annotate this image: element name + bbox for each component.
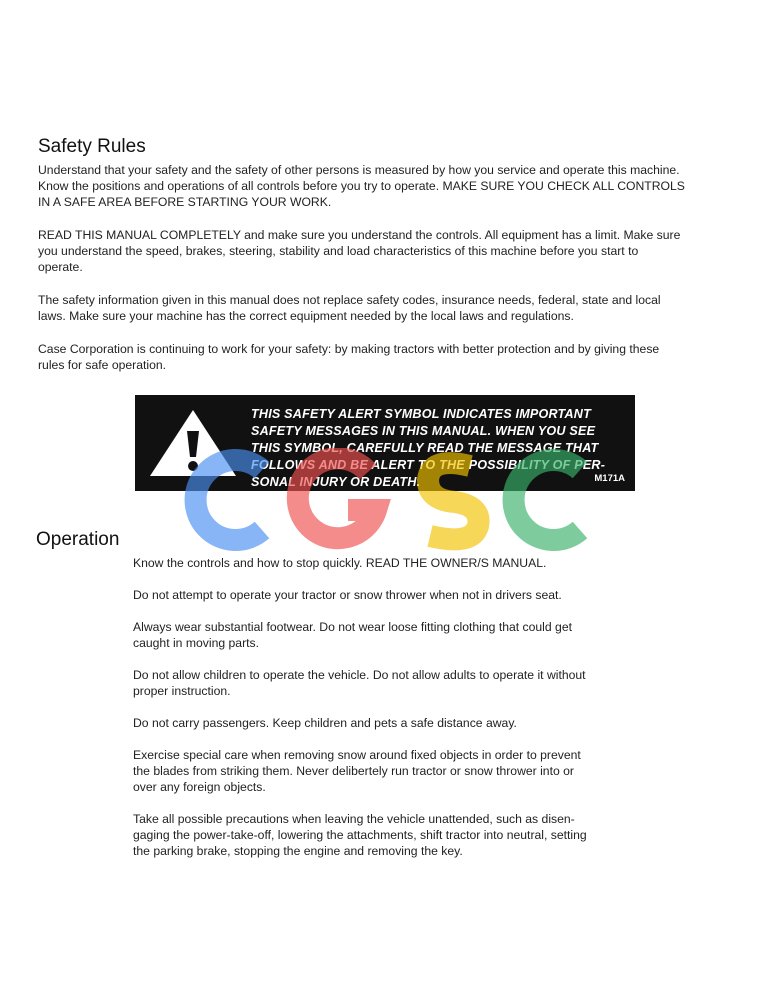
text-line: the blades from striking them. Never delibertely run tractor or snow thrower into or [133,764,574,778]
text-line: the parking brake, stopping the engine and removing the key. [133,844,463,858]
operation-list [133,555,635,875]
operation-item [133,811,635,859]
watermark-letter-c2 [514,460,580,540]
text-line: Know the positions and operations of all controls before you try to operate. MAKE SURE YOU CHECK ALL CONTROLS [38,179,685,193]
text-line: Understand that your safety and the safety of other persons is measured by how you service and operate this machine. [38,163,680,177]
text-line: The safety information given in this manual does not replace safety codes, insurance needs, federal, state and local [38,293,661,307]
safety-paragraph-2 [38,227,736,275]
safety-paragraph-4 [38,341,736,373]
text-line: caught in moving parts. [133,636,260,650]
alert-line: THIS SYMBOL, CAREFULLY READ THE MESSAGE THAT [251,441,599,455]
text-line: Exercise special care when removing snow around fixed objects in order to prevent [133,748,581,762]
safety-paragraph-1 [38,162,736,210]
text-line: IN A SAFE AREA BEFORE STARTING YOUR WORK. [38,195,332,209]
text-line: operate. [38,260,83,274]
text-line: Take all possible precautions when leaving the vehicle unattended, such as disen- [133,812,575,826]
alert-code: M171A [594,473,625,484]
watermark-letter-g [298,458,376,538]
text-line: READ THIS MANUAL COMPLETELY and make sure you understand the controls. All equipment has a limit. Make sure [38,228,681,242]
text-line: you understand the speed, brakes, steering, stability and load characteristics of this machine before you start to [38,244,639,258]
text-line: Always wear substantial footwear. Do not wear loose fitting clothing that could get [133,620,572,634]
cgsc-watermark-logo [180,448,592,552]
safety-paragraph-3 [38,292,736,324]
text-line: Know the controls and how to stop quickly. READ THE OWNER/S MANUAL. [133,556,547,570]
operation-item [133,619,635,651]
alert-line: THIS SAFETY ALERT SYMBOL INDICATES IMPORTANT [251,407,591,421]
text-line: Do not allow children to operate the vehicle. Do not allow adults to operate it without [133,668,586,682]
text-line: Do not attempt to operate your tractor or snow thrower when not in drivers seat. [133,588,562,602]
alert-line: SONAL INJURY OR DEATH. [251,475,421,489]
text-line: rules for safe operation. [38,358,167,372]
text-line: proper instruction. [133,684,231,698]
operation-item [133,587,635,603]
alert-line: SAFETY MESSAGES IN THIS MANUAL. WHEN YOU SEE [251,424,596,438]
operation-heading: Operation [36,529,120,550]
text-line: Case Corporation is continuing to work for your safety: by making tractors with better protection and by giving these [38,342,660,356]
watermark-letter-s [428,463,479,539]
operation-item [133,715,635,731]
watermark-letter-c1 [196,460,262,540]
operation-item [133,667,635,699]
text-line: over any foreign objects. [133,780,266,794]
safety-rules-heading: Safety Rules [38,136,146,157]
alert-line: FOLLOWS AND BE ALERT TO THE POSSIBILITY OF PER- [251,458,606,472]
operation-item [133,747,635,795]
text-line: gaging the power-take-off, lowering the attachments, shift tractor into neutral, setting [133,828,587,842]
text-line: Do not carry passengers. Keep children and pets a safe distance away. [133,716,517,730]
text-line: laws. Make sure your machine has the correct equipment needed by the local laws and regulations. [38,309,574,323]
operation-item [133,555,635,571]
